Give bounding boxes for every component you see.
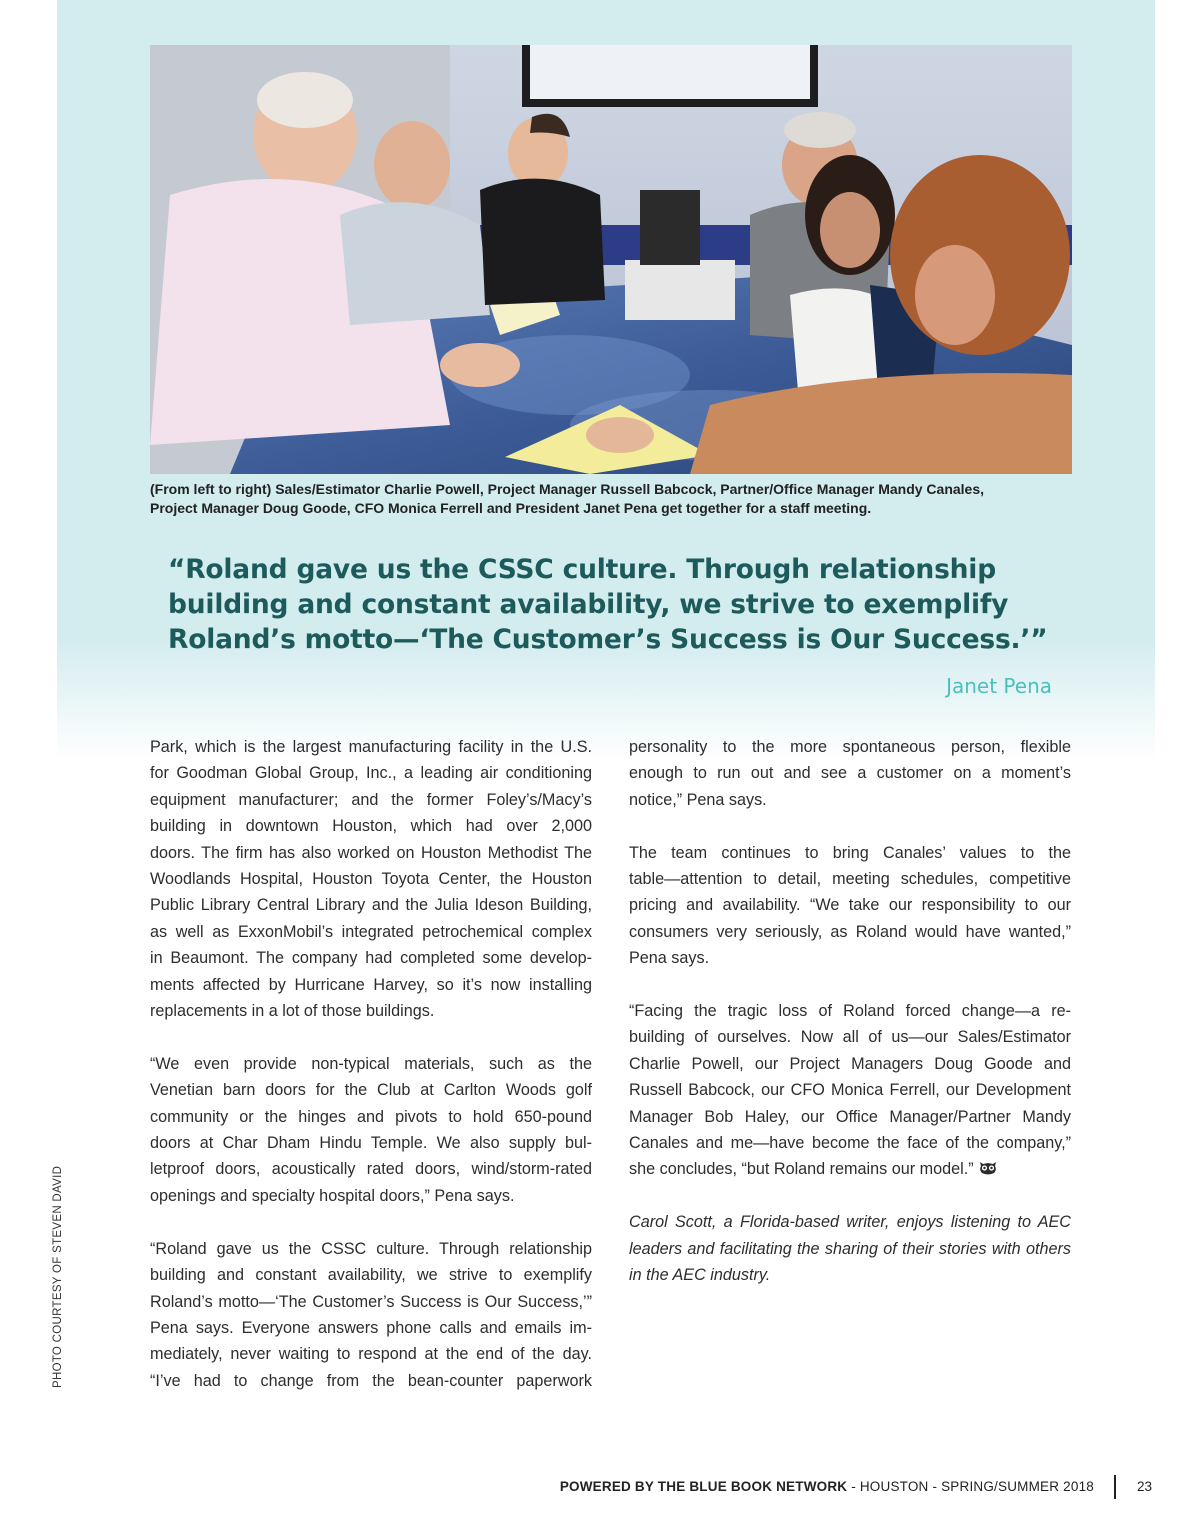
owl-icon [978,1161,998,1175]
text-line: in Beaumont. The company had completed some develop- [150,949,592,968]
pull-quote-line: Roland’s motto—‘The Customer’s Success is Our Success.’” [168,624,1048,655]
pull-quote [168,552,1068,657]
pull-quote-line: “Roland gave us the CSSC culture. Through relationship [168,554,996,585]
text-line: Park, which is the largest manufacturing facility in the U.S. [150,738,592,756]
text-line: for Goodman Global Group, Inc., a leading air conditioning [150,764,592,783]
staff-meeting-photo [150,45,1072,474]
text-line: Pena says. [629,949,710,968]
paragraph [150,734,592,1024]
text-line: table—attention to detail, meeting schedules, competitive [629,870,1071,889]
text-line: leaders and facilitating the sharing of their stories with others [629,1239,1071,1258]
caption-line: Project Manager Doug Goode, CFO Monica Ferrell and President Janet Pena get together for a staff meeting. [150,500,872,516]
text-line: Woodlands Hospital, Houston Toyota Center, the Houston [150,870,592,889]
text-line: replacements in a lot of those buildings. [150,1002,435,1021]
photo-caption [150,480,1080,518]
page-number: 23 [1137,1479,1153,1494]
text-line: letproof doors, acoustically rated doors, wind/storm-rated [150,1160,592,1179]
text-line: in the AEC industry. [629,1266,771,1285]
photo-illustration [150,45,1072,474]
text-line: community or the hinges and pivots to hold 650-pound [150,1107,592,1126]
text-line: “Facing the tragic loss of Roland forced change—a re- [629,1002,1071,1021]
text-line: openings and specialty hospital doors,” Pena says. [150,1186,515,1205]
text-line: as well as ExxonMobil’s integrated petrochemical complex [150,922,592,941]
text-line: Charlie Powell, our Project Managers Doug Goode and [629,1054,1071,1073]
paragraph [629,840,1071,972]
text-line: building of ourselves. Now all of us—our Sales/Estimator [629,1028,1071,1047]
text-line: Canales and me—have become the face of the company,” [629,1134,1071,1153]
text-line: doors. The firm has also worked on Houston Methodist The [150,843,592,862]
paragraph [150,1051,592,1209]
text-line: Roland’s motto—‘The Customer’s Success is Our Success,’” [150,1292,592,1311]
pull-quote-line: building and constant availability, we strive to exemplify [168,589,1009,620]
text-line: Venetian barn doors for the Club at Carlton Woods golf [150,1081,592,1100]
text-line: building and constant availability, we strive to exemplify [150,1266,592,1285]
text-line: Carol Scott, a Florida-based writer, enjoys listening to AEC [629,1213,1071,1232]
text-line: notice,” Pena says. [629,790,767,809]
text-line: equipment manufacturer; and the former Foley’s/Macy’s [150,790,592,809]
text-line: Pena says. Everyone answers phone calls and emails im- [150,1318,592,1337]
text-line: doors at Char Dham Hindu Temple. We also supply bul- [150,1134,592,1153]
text-line: mediately, never waiting to respond at the end of the day. [150,1345,592,1364]
text-line: personality to the more spontaneous person, flexible [629,738,1071,756]
text-line: Public Library Central Library and the Julia Ideson Building, [150,896,592,915]
footer-edition: - HOUSTON - SPRING/SUMMER 2018 [847,1479,1094,1494]
paragraph [629,734,1071,813]
text-line: The team continues to bring Canales’ values to the [629,843,1071,862]
text-line: “We even provide non-typical materials, such as the [150,1054,592,1073]
text-line: Russell Babcock, our CFO Monica Ferrell, our Development [629,1081,1071,1100]
text-line: “Roland gave us the CSSC culture. Through relationship [150,1239,592,1258]
text-line: enough to run out and see a customer on a moment’s [629,764,1071,783]
text-line: Manager Bob Haley, our Office Manager/Partner Mandy [629,1107,1071,1126]
page-footer [560,1479,1094,1494]
author-bio [629,1209,1071,1288]
footer-divider [1114,1475,1116,1499]
text-line: pricing and availability. “We take our responsibility to our [629,896,1071,915]
article-column-left [150,734,592,1421]
paragraph [150,1236,592,1394]
text-line: ments affected by Hurricane Harvey, so it’s now installing [150,975,592,994]
text-line: “I’ve had to change from the bean-counter paperwork [150,1371,592,1390]
article-column-right [629,734,1071,1315]
pull-quote-author: Janet Pena [946,674,1052,698]
text-line: consumers very seriously, as Roland would have wanted,” [629,922,1071,941]
photo-credit: PHOTO COURTESY OF STEVEN DAVID [52,1165,64,1388]
text-line: she concludes, “but Roland remains our model.” [629,1160,974,1179]
text-line-with-end-mark [629,1156,1071,1182]
text-line: building in downtown Houston, which had over 2,000 [150,817,592,836]
caption-line: (From left to right) Sales/Estimator Charlie Powell, Project Manager Russell Babcock, Partner/Office Manager Mandy Canales, [150,481,985,497]
footer-brand: POWERED BY THE BLUE BOOK NETWORK [559,1479,848,1494]
paragraph [629,998,1071,1183]
